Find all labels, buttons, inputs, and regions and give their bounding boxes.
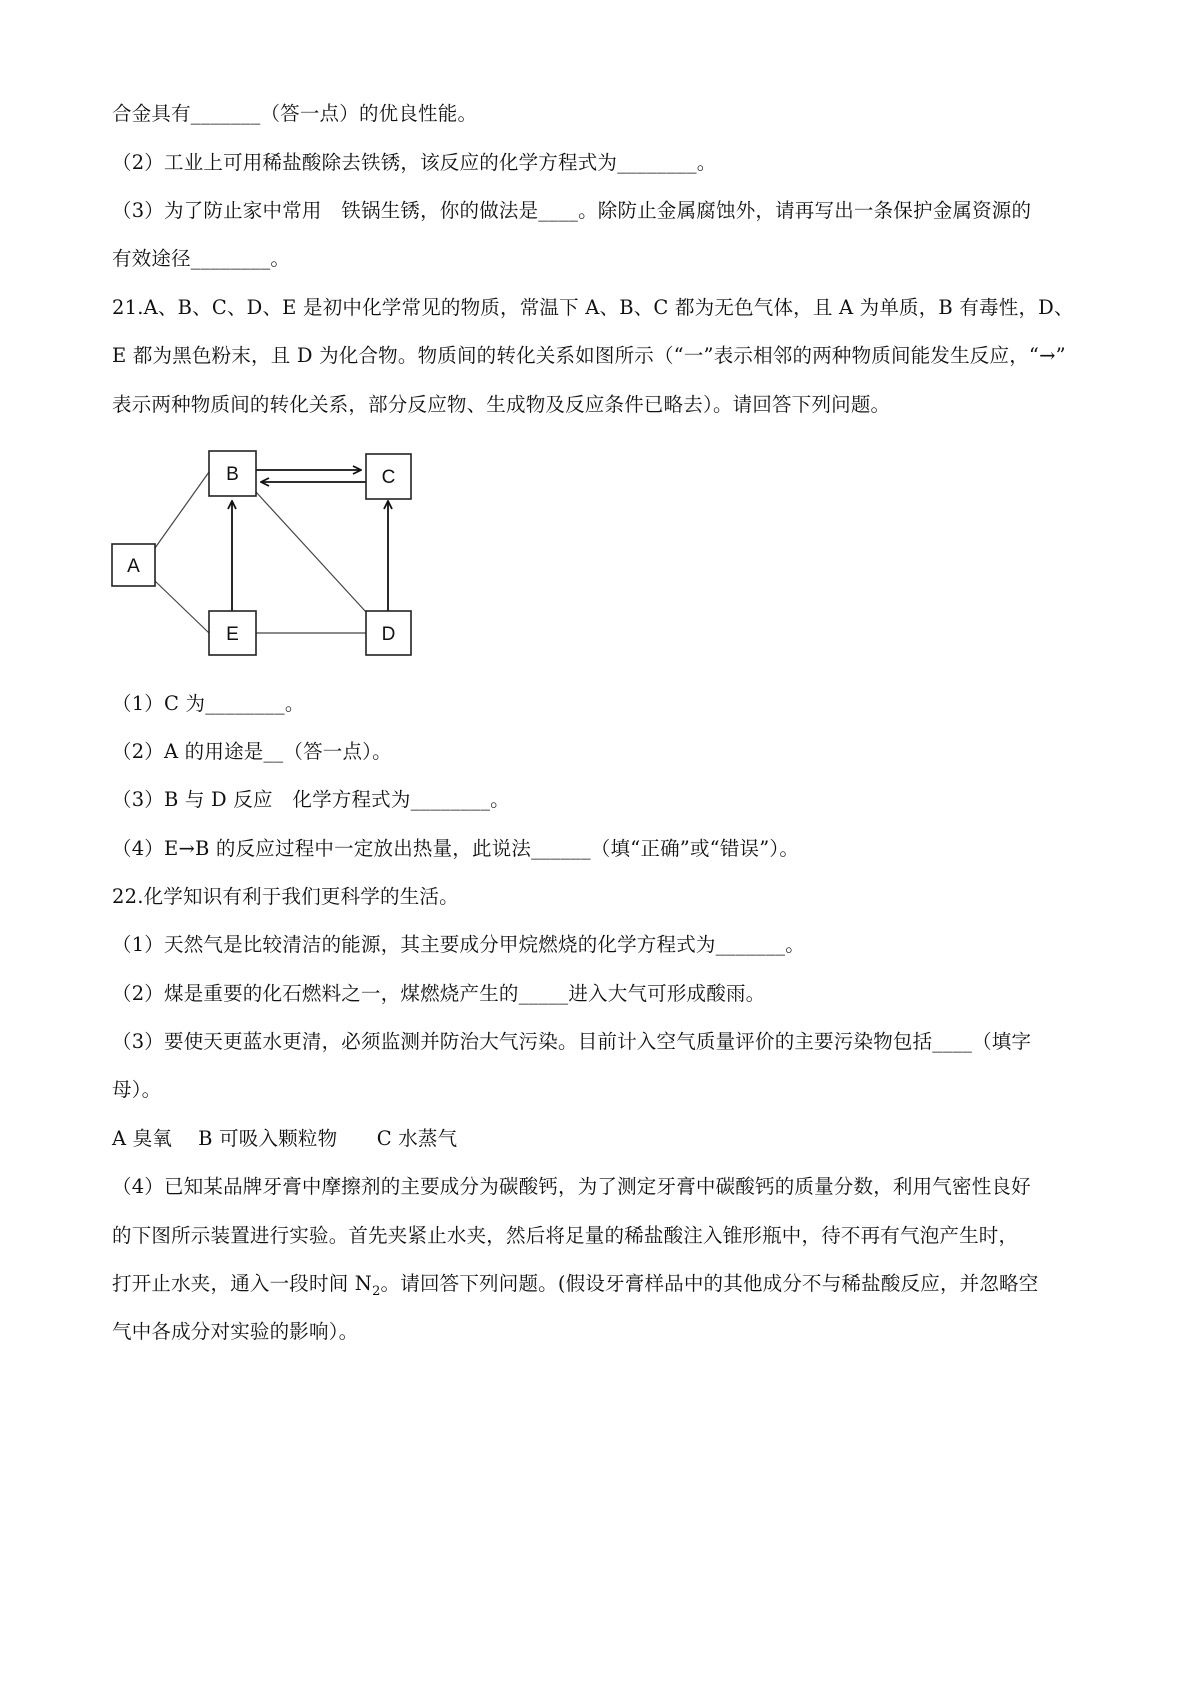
text-line: （4）E→B 的反应过程中一定放出热量，此说法______（填“正确”或“错误”）。 — [112, 837, 800, 860]
text-line: 气中各成分对实验的影响）。 — [112, 1320, 359, 1343]
n2-subscript: 2 — [372, 1283, 381, 1299]
text-line-n2-start: 打开止水夹，通入一段时间 N — [112, 1272, 373, 1295]
node-e-label: E — [226, 624, 239, 645]
node-c-label: C — [381, 467, 396, 488]
text-line: （4）已知某品牌牙膏中摩擦剂的主要成分为碳酸钙，为了测定牙膏中碳酸钙的质量分数，利用气密性良好 — [112, 1175, 1031, 1198]
options-line: A 臭氧 B 可吸入颗粒物 C 水蒸气 — [112, 1127, 458, 1150]
text-line: （1）C 为________。 — [112, 692, 305, 715]
text-line: （3）为了防止家中常用 铁锅生锈，你的做法是____。除防止金属腐蚀外，请再写出一条保护金属资源的 — [112, 199, 1032, 222]
text-line-n2 — [112, 1270, 1038, 1306]
text-line: 有效途径________。 — [112, 247, 291, 270]
node-d-label: D — [381, 624, 396, 645]
conversion-diagram — [108, 448, 418, 658]
text-line: E 都为黑色粉末，且 D 为化合物。物质间的转化关系如图所示（“一”表示相邻的两种物质间能发生反应，“→” — [112, 344, 1066, 367]
text-line: 母）。 — [112, 1078, 162, 1101]
text-line-n2-tail: 。请回答下列问题。(假设牙膏样品中的其他成分不与稀盐酸反应，并忽略空 — [380, 1272, 1039, 1295]
edge-a-e — [155, 581, 209, 633]
node-c — [366, 454, 411, 499]
text-line: 合金具有_______（答一点）的优良性能。 — [112, 102, 478, 125]
text-line: （2）煤是重要的化石燃料之一，煤燃烧产生的_____进入大气可形成酸雨。 — [112, 982, 766, 1005]
edge-b-d — [256, 492, 366, 612]
text-line: （3）B 与 D 反应 化学方程式为________。 — [112, 788, 510, 811]
text-line: （3）要使天更蓝水更清，必须监测并防治大气污染。目前计入空气质量评价的主要污染物包括____（填字 — [112, 1030, 1032, 1053]
node-a-label: A — [127, 556, 140, 577]
question-22-line: 22.化学知识有利于我们更科学的生活。 — [112, 885, 459, 908]
text-line: 表示两种物质间的转化关系，部分反应物、生成物及反应条件已略去）。请回答下列问题。 — [112, 393, 891, 416]
text-line: （2）A 的用途是__（答一点）。 — [112, 740, 392, 763]
question-21-line: 21.A、B、C、D、E 是初中化学常见的物质，常温下 A、B、C 都为无色气体，且 A 为单质，B 有毒性，D、 — [112, 296, 1074, 319]
node-e — [209, 611, 256, 655]
edge-a-b — [155, 472, 209, 548]
text-line: 的下图所示装置进行实验。首先夹紧止水夹，然后将足量的稀盐酸注入锥形瓶中，待不再有气泡产生时， — [112, 1224, 1019, 1247]
text-line: （2）工业上可用稀盐酸除去铁锈，该反应的化学方程式为________。 — [112, 151, 717, 174]
node-b-label: B — [226, 464, 239, 485]
text-line: （1）天然气是比较清洁的能源，其主要成分甲烷燃烧的化学方程式为_______。 — [112, 933, 805, 956]
node-b — [209, 451, 256, 496]
node-d — [366, 611, 411, 655]
node-a — [112, 544, 155, 586]
